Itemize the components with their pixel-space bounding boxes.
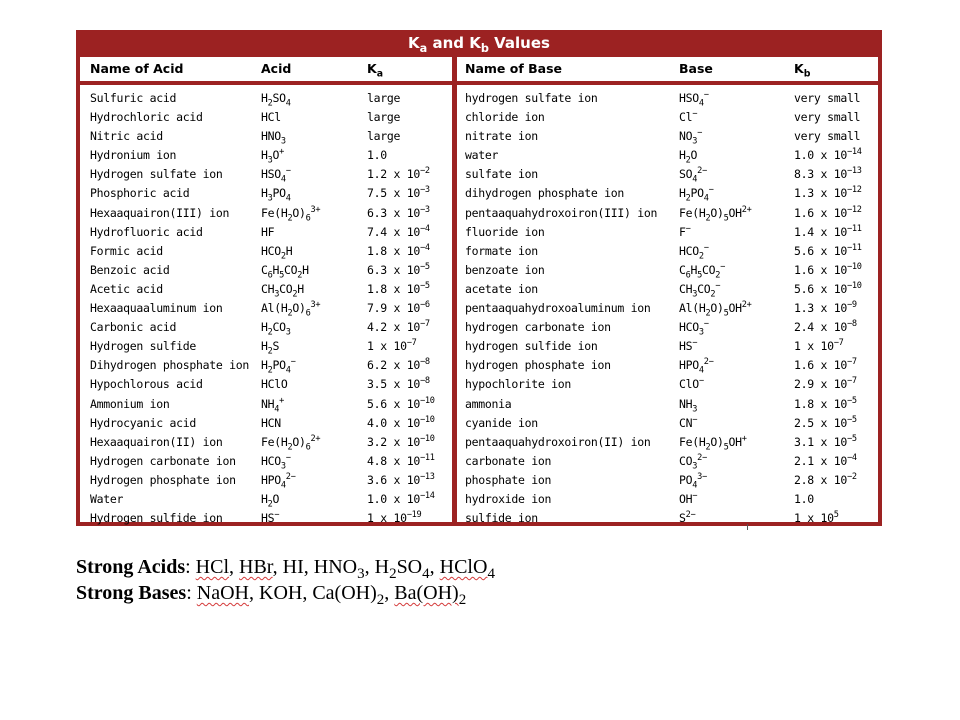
base-name: pentaaquahydroxoiron(II) ion — [465, 434, 651, 449]
acid-constant: 7.4 x $10^{-4}$ — [367, 223, 430, 239]
base-row — [457, 108, 878, 127]
base-formula: $SO_4^{2-}$ — [679, 166, 707, 185]
acid-name: Hydrocyanic acid — [90, 415, 196, 430]
base-formula: $HCO_3^-$ — [679, 319, 709, 338]
acid-formula: HClO — [261, 377, 288, 392]
acid-constant: 3.6 x $10^{-13}$ — [367, 472, 435, 487]
base-name: water — [465, 148, 499, 163]
acid-name: Formic acid — [90, 243, 163, 258]
base-constant: 1 x $10^5$ — [794, 510, 839, 526]
base-formula: Cl− — [679, 109, 698, 125]
base-row — [457, 184, 878, 203]
base-name: hydrogen phosphate ion — [465, 358, 611, 373]
base-constant: 1.6 x $10^{-12}$ — [794, 204, 862, 220]
base-constant: very small — [794, 110, 861, 125]
acid-formula: HCl — [261, 110, 281, 125]
base-row — [457, 146, 878, 165]
acid-formula: $Fe(H_2O)_6^{2+}$ — [261, 433, 321, 452]
acid-row — [80, 452, 452, 471]
base-name: nitrate ion — [465, 129, 538, 144]
acid-formula: $C_6H_5CO_2H$ — [261, 262, 309, 281]
base-formula: $HSO_4^-$ — [679, 90, 709, 109]
base-constant: 1 x $10^{-7}$ — [794, 338, 844, 354]
base-constant: 1.0 — [794, 491, 814, 506]
acid-name: Acetic acid — [90, 281, 163, 296]
acid-constant: 6.3 x $10^{-5}$ — [367, 262, 430, 277]
acid-name: Hypochlorous acid — [90, 377, 203, 392]
acid-constant: 1.8 x $10^{-5}$ — [367, 281, 430, 296]
base-name: hydrogen carbonate ion — [465, 320, 611, 335]
acid-name: Phosphoric acid — [90, 186, 190, 201]
base-formula: CN− — [679, 414, 698, 430]
acid-name: Benzoic acid — [90, 262, 170, 277]
acid-row — [80, 337, 452, 356]
acid-row — [80, 204, 452, 223]
base-formula: $CH_3CO_2^-$ — [679, 281, 721, 300]
ka-header: $K_a$ — [367, 61, 384, 80]
acid-constant: 3.2 x $10^{-10}$ — [367, 433, 435, 449]
acid-name: Hexaaquairon(III) ion — [90, 205, 230, 220]
acids-rows — [80, 89, 452, 528]
base-name: hydroxide ion — [465, 491, 552, 506]
base-constant: 1.0 x $10^{-14}$ — [794, 147, 862, 163]
acid-row — [80, 299, 452, 318]
base-formula: $C_6H_5CO_2^-$ — [679, 262, 726, 281]
base-name: benzoate ion — [465, 262, 545, 277]
acid-formula: $H_2S$ — [261, 339, 280, 357]
base-formula: OH− — [679, 491, 698, 506]
acid-name: Hydrogen sulfate ion — [90, 167, 223, 182]
bases-header-row — [457, 57, 878, 81]
base-formula: F− — [679, 223, 691, 239]
base-constant: 2.4 x $10^{-8}$ — [794, 319, 857, 335]
base-row — [457, 375, 878, 394]
acid-name: Hexaaquaaluminum ion — [90, 301, 223, 316]
acid-name: Carbonic acid — [90, 320, 177, 335]
base-constant: 2.9 x $10^{-7}$ — [794, 376, 857, 392]
base-name: fluoride ion — [465, 224, 545, 239]
base-formula-header: Base — [679, 61, 713, 76]
acid-name-header: Name of Acid — [90, 61, 184, 76]
base-formula: HS− — [679, 338, 698, 354]
base-constant: 3.1 x $10^{-5}$ — [794, 433, 857, 449]
base-formula: $Fe(H_2O)_5OH^+$ — [679, 433, 747, 452]
base-row — [457, 261, 878, 280]
acid-name: Hydrogen sulfide ion — [90, 511, 223, 526]
base-formula: $HCO_2^-$ — [679, 242, 709, 262]
ka-kb-table — [76, 30, 882, 526]
bases-rows — [457, 89, 878, 528]
base-constant: 1.4 x $10^{-11}$ — [794, 223, 862, 239]
acid-formula: HF — [261, 224, 275, 239]
acid-formula: $HPO_4^{2-}$ — [261, 472, 296, 491]
base-name: carbonate ion — [465, 453, 552, 468]
base-row — [457, 165, 878, 184]
acid-row — [80, 242, 452, 261]
base-name: hydrogen sulfate ion — [465, 91, 598, 105]
acid-row — [80, 89, 452, 108]
acid-constant: 5.6 x $10^{-10}$ — [367, 395, 435, 411]
base-row — [457, 204, 878, 223]
base-row — [457, 127, 878, 146]
strong-bases-label: Strong Bases — [76, 582, 187, 604]
base-name: ammonia — [465, 396, 512, 411]
base-name: sulfate ion — [465, 167, 538, 182]
acid-row — [80, 318, 452, 337]
acids-header-rule — [80, 81, 452, 85]
acid-formula: $HCO_2H$ — [261, 243, 293, 262]
acid-formula: $NH_4^+$ — [261, 395, 285, 414]
kb-header: $K_b$ — [794, 61, 811, 80]
acid-name: Nitric acid — [90, 129, 163, 144]
base-constant: 2.1 x $10^{-4}$ — [794, 452, 857, 468]
strong-acids-line: Strong Acids: HCl, HBr, HI, $HNO_3$, $H_2SO_4$, HClO$_4$ — [76, 556, 495, 582]
base-constant: 1.6 x $10^{-10}$ — [794, 262, 862, 277]
acid-constant: 3.5 x $10^{-8}$ — [367, 376, 430, 392]
base-formula: $Fe(H_2O)_5OH^{2+}$ — [679, 204, 752, 223]
acid-row — [80, 433, 452, 452]
base-constant: 1.3 x $10^{-12}$ — [794, 185, 862, 201]
base-formula: ClO− — [679, 376, 704, 392]
base-row — [457, 242, 878, 261]
base-row — [457, 299, 878, 318]
acid-name: Water — [90, 491, 124, 506]
base-constant: very small — [794, 91, 861, 105]
base-name: sulfide ion — [465, 511, 538, 526]
acid-row — [80, 223, 452, 242]
acid-name: Ammonium ion — [90, 396, 170, 411]
acid-name: Dihydrogen phosphate ion — [90, 358, 249, 373]
base-constant: 1.6 x $10^{-7}$ — [794, 357, 857, 373]
table-title: $K_a$ and $K_b$ Values — [408, 34, 550, 55]
base-row — [457, 318, 878, 337]
acid-formula: $H_3O^+$ — [261, 147, 285, 166]
base-row — [457, 395, 878, 414]
acid-formula: $H_2O$ — [261, 491, 280, 510]
acid-formula: $H_2PO_4^-$ — [261, 357, 296, 376]
strong-acids-label: Strong Acids — [76, 556, 186, 578]
acid-constant: large — [367, 91, 401, 105]
strong-bases-list: NaOH, KOH, $Ca(OH)_2$, $Ba(OH)_2$ — [196, 582, 467, 608]
acid-formula-header: Acid — [261, 61, 292, 76]
acid-row — [80, 127, 452, 146]
acid-row — [80, 184, 452, 203]
base-formula: $HPO_4^{2-}$ — [679, 357, 714, 376]
acids-header-row — [80, 57, 452, 81]
acid-constant: 6.2 x $10^{-8}$ — [367, 357, 430, 373]
base-row — [457, 414, 878, 433]
acid-name: Sulfuric acid — [90, 91, 177, 105]
base-constant: 1.8 x $10^{-5}$ — [794, 395, 857, 411]
acid-formula: $H_2SO_4$ — [261, 91, 291, 109]
base-constant: 2.8 x $10^{-2}$ — [794, 472, 857, 487]
acid-constant: 1.0 x $10^{-14}$ — [367, 491, 435, 506]
acid-row — [80, 261, 452, 280]
base-formula: $NH_3$ — [679, 396, 698, 414]
base-formula: $H_2PO_4^-$ — [679, 185, 714, 204]
base-formula: $Al(H_2O)_5OH^{2+}$ — [679, 300, 752, 319]
acid-constant: 1.8 x $10^{-4}$ — [367, 242, 430, 258]
base-formula: $NO_3^-$ — [679, 128, 703, 147]
acid-formula: $Al(H_2O)_6^{3+}$ — [261, 300, 321, 319]
acid-formula: $H_3PO_4$ — [261, 186, 291, 204]
acid-row — [80, 356, 452, 375]
acid-constant: 7.5 x $10^{-3}$ — [367, 185, 430, 201]
acid-formula: HCN — [261, 415, 281, 430]
acid-formula: $HCO_3^-$ — [261, 452, 291, 472]
base-row — [457, 89, 878, 108]
acid-constant: 1 x $10^{-7}$ — [367, 338, 417, 354]
base-formula: $CO_3^{2-}$ — [679, 452, 707, 472]
acid-row — [80, 509, 452, 528]
base-constant: 5.6 x $10^{-10}$ — [794, 281, 862, 296]
acid-formula: $CH_3CO_2H$ — [261, 281, 304, 300]
base-name: phosphate ion — [465, 472, 552, 487]
acid-row — [80, 490, 452, 509]
acid-formula: $HSO_4^-$ — [261, 166, 291, 185]
acid-row — [80, 395, 452, 414]
acid-name: Hydrogen sulfide — [90, 339, 196, 354]
base-row — [457, 223, 878, 242]
acid-name: Hydronium ion — [90, 148, 177, 163]
base-name: dihydrogen phosphate ion — [465, 186, 624, 201]
stray-mark — [747, 524, 748, 530]
base-constant: 1.3 x $10^{-9}$ — [794, 300, 857, 316]
strong-bases-line: Strong Bases: NaOH, KOH, $Ca(OH)_2$, $Ba(OH)_2$ — [76, 582, 467, 608]
acid-row — [80, 146, 452, 165]
acid-name: Hydrofluoric acid — [90, 224, 203, 239]
base-constant: 2.5 x $10^{-5}$ — [794, 414, 857, 430]
acid-constant: 4.0 x $10^{-10}$ — [367, 414, 435, 430]
acid-constant: 1 x $10^{-19}$ — [367, 510, 422, 526]
base-formula: $S^{2-}$ — [679, 510, 696, 526]
base-constant: 8.3 x $10^{-13}$ — [794, 166, 862, 182]
acid-constant: large — [367, 129, 401, 144]
base-name-header: Name of Base — [465, 61, 563, 76]
bases-panel — [457, 57, 878, 526]
acid-name: Hydrogen carbonate ion — [90, 453, 236, 468]
base-name: chloride ion — [465, 110, 545, 125]
base-row — [457, 490, 878, 509]
acid-formula: $Fe(H_2O)_6^{3+}$ — [261, 204, 321, 223]
acid-constant: 1.0 — [367, 148, 387, 163]
base-name: formate ion — [465, 243, 538, 258]
base-formula: $PO_4^{3-}$ — [679, 472, 707, 491]
bases-header-rule — [457, 81, 878, 85]
acid-row — [80, 108, 452, 127]
base-name: pentaaquahydroxoaluminum ion — [465, 301, 651, 316]
base-name: pentaaquahydroxoiron(III) ion — [465, 205, 658, 220]
base-formula: $H_2O$ — [679, 148, 698, 166]
acid-constant: 4.2 x $10^{-7}$ — [367, 319, 430, 335]
acid-formula: $HNO_3$ — [261, 129, 286, 147]
base-row — [457, 509, 878, 528]
acids-panel — [80, 57, 452, 526]
acid-constant: 1.2 x $10^{-2}$ — [367, 166, 430, 182]
acid-row — [80, 280, 452, 299]
acid-row — [80, 414, 452, 433]
base-row — [457, 452, 878, 471]
base-row — [457, 280, 878, 299]
base-row — [457, 337, 878, 356]
acid-row — [80, 471, 452, 490]
acid-constant: large — [367, 110, 401, 125]
acid-formula: HS− — [261, 510, 280, 526]
base-row — [457, 356, 878, 375]
base-name: hypochlorite ion — [465, 377, 571, 392]
acid-row — [80, 375, 452, 394]
base-constant: very small — [794, 129, 861, 144]
acid-name: Hydrogen phosphate ion — [90, 472, 236, 487]
acid-constant: 7.9 x $10^{-6}$ — [367, 300, 430, 316]
acid-name: Hexaaquairon(II) ion — [90, 434, 223, 449]
acid-name: Hydrochloric acid — [90, 110, 203, 125]
acid-row — [80, 165, 452, 184]
acid-constant: 6.3 x $10^{-3}$ — [367, 204, 430, 220]
acid-constant: 4.8 x $10^{-11}$ — [367, 452, 435, 468]
base-name: hydrogen sulfide ion — [465, 339, 598, 354]
base-name: cyanide ion — [465, 415, 538, 430]
base-constant: 5.6 x $10^{-11}$ — [794, 242, 862, 258]
acid-formula: $H_2CO_3$ — [261, 320, 291, 338]
base-row — [457, 471, 878, 490]
base-row — [457, 433, 878, 452]
base-name: acetate ion — [465, 281, 538, 296]
strong-acids-list: HCl, HBr, HI, $HNO_3$, $H_2SO_4$, HClO$_4$ — [195, 556, 495, 582]
